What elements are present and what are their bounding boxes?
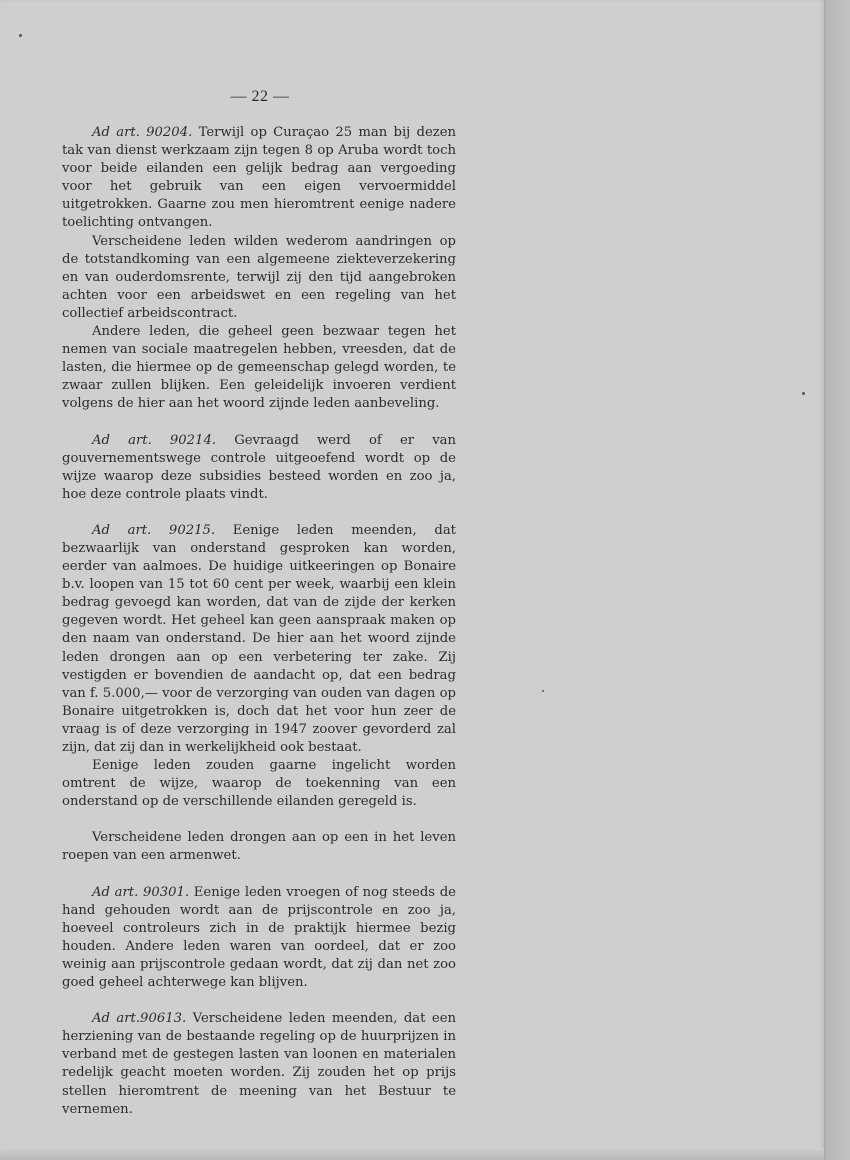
paper-speck xyxy=(542,690,544,692)
page-bottom-edge xyxy=(0,1148,824,1160)
page-number: — 22 — xyxy=(230,88,290,105)
paragraph-text: Eenige leden meenden, dat bezwaarlijk van onderstand gesproken kan worden, eerder van aalmoes. De huidige uitkeeringen op Bonaire b.v. loopen van 15 tot 60 cent per week, waarbij een klein bedrag gevoegd kan worden, dat van de zijde der kerken gegeven wordt. Het geheel kan geen aanspraak maken op den naam van onderstand. De hier aan het woord zijnde leden drongen aan op een verbetering ter zake. Zij vestigden er bovendien de aandacht op, dat een bedrag van f. 5.000,— voor de verzorging van ouden van dagen op Bonaire uitgetrokken is, doch dat het voor hun zeer de vraag is of deze verzorging in 1947 zoover gevorderd zal zijn, dat zij dan in werkelijkheid ook bestaat. xyxy=(62,522,456,755)
paragraph xyxy=(62,124,456,233)
paragraph xyxy=(62,829,456,865)
paragraph-text: Verscheidene leden drongen aan op een in het leven roepen van een armenwet. xyxy=(62,830,456,864)
paragraph-text: Gevraagd werd of er van gouvernementswege controle uitgeoefend wordt op de wijze waarop deze subsidies besteed worden en zoo ja, hoe deze controle plaats vindt. xyxy=(62,432,456,502)
paragraph-text: Andere leden, die geheel geen bezwaar tegen het nemen van sociale maatregelen hebben, vreesden, dat de lasten, die hiermee op de gemeenschap gelegd worden, te zwaar zullen blijken. Een geleidelijk invoeren verdient volgens de hier aan het woord zijnde leden aanbeveling. xyxy=(62,324,456,412)
paper-speck xyxy=(19,34,22,37)
paragraph-text: Eenige leden zouden gaarne ingelicht worden omtrent de wijze, waarop de toekenning van een onderstand op de verschillende eilanden geregeld is. xyxy=(62,758,456,810)
article-reference: Ad art. 90214. xyxy=(92,432,217,448)
article-reference: Ad art. 90215. xyxy=(92,522,216,538)
paragraph-text: Verscheidene leden meenden, dat een herziening van de bestaande regeling op de huurprijzen in verband met de gestegen lasten van loonen en materialen redelijk geacht moeten worden. Zij zouden het op prijs stellen hieromtrent de meening van het Bestuur te vernemen. xyxy=(62,1011,456,1117)
paragraph-text: Verscheidene leden wilden wederom aandringen op de totstandkoming van een algemeene ziekteverzekering en van ouderdomsrente, terwijl zij den tijd aangebroken achten voor een arbeidswet en een regeling van het collectief arbeidscontract. xyxy=(62,233,456,321)
paragraph xyxy=(62,884,456,993)
paragraph xyxy=(62,233,456,323)
page-right-edge xyxy=(824,0,850,1160)
article-reference: Ad art. 90204. xyxy=(92,125,193,140)
paragraph xyxy=(62,522,456,757)
article-reference: Ad art. 90301. xyxy=(92,884,190,900)
paragraph-text: Terwijl op Curaçao 25 man bij dezen tak van dienst werkzaam zijn tegen 8 op Aruba wordt toch voor beide eilanden een gelijk bedrag aan vergoeding voor het gebruik van een eigen vervoermiddel uitgetrokken. Gaarne zou men hieromtrent eenige nadere toelichting ontvangen. xyxy=(62,125,457,231)
article-reference: Ad art.90613. xyxy=(92,1011,187,1027)
paper-speck xyxy=(802,392,805,395)
paragraph xyxy=(62,1010,456,1119)
paragraph xyxy=(62,757,456,811)
paragraph xyxy=(62,432,456,504)
paragraph xyxy=(62,323,456,413)
paragraph-text: Eenige leden vroegen of nog steeds de hand gehouden wordt aan de prijscontrole en zoo ja, hoeveel controleurs zich in de praktijk hiermee bezig houden. Andere leden waren van oordeel, dat er zoo weinig aan prijscontrole gedaan wordt, dat zij dan net zoo goed geheel achterwege kan blijven. xyxy=(62,884,456,991)
body-text xyxy=(62,124,456,1119)
